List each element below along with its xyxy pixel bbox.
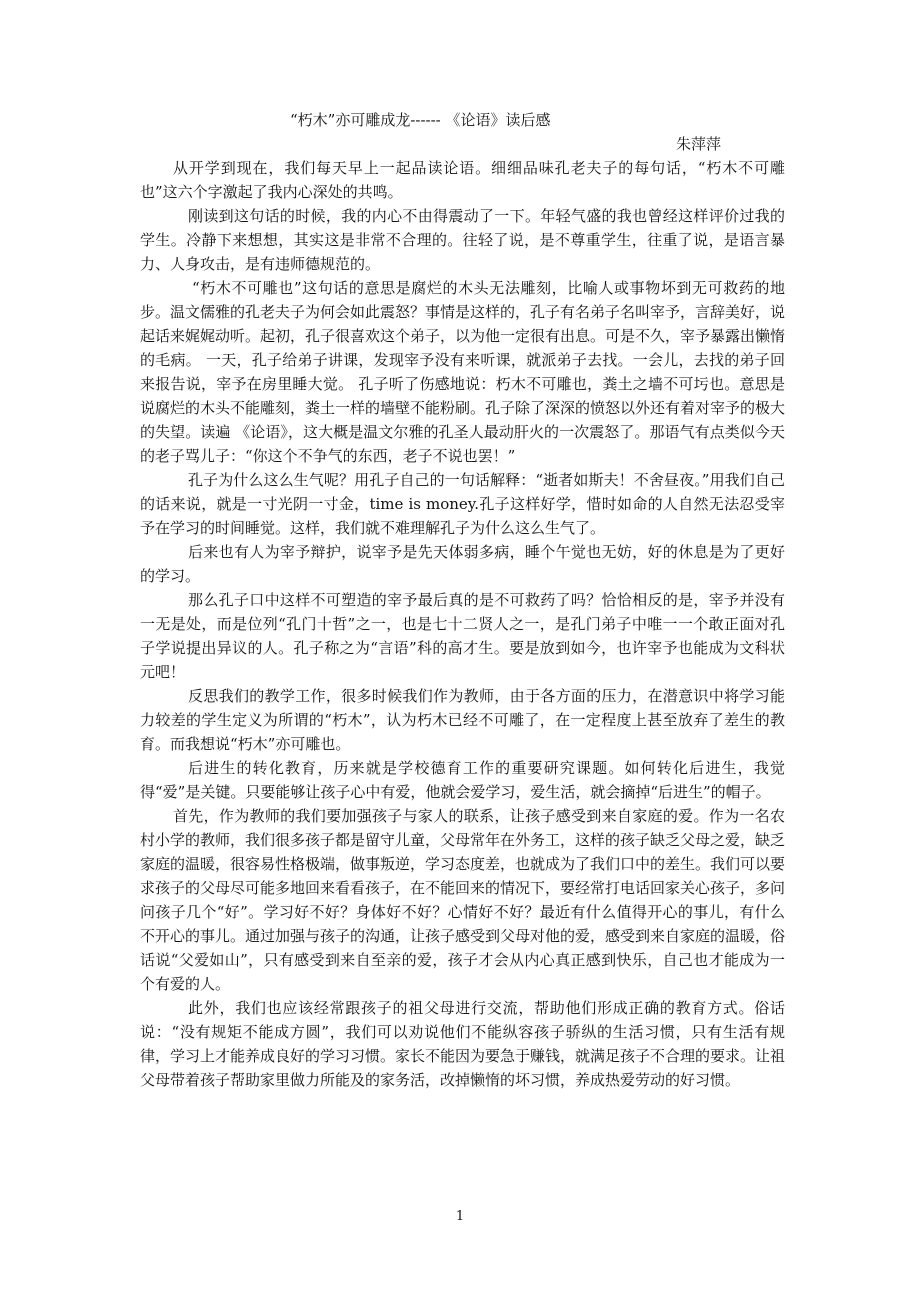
paragraph-3: “朽木不可雕也”这句话的意思是腐烂的木头无法雕刻，比喻人或事物坏到无可救药的地步。温文儒雅的孔老夫子为何会如此震怒？事情是这样的，孔子有名弟子名叫宰予，言辞美好，说起话来娓娓动听。起初，孔子很喜欢这个弟子，以为他一定很有出息。可是不久，宰予暴露出懒惰的毛病。 一天，孔子给弟子讲课，发现宰予没有来听课，就派弟子去找。一会儿，去找的弟子回来报告说，宰予在房里睡大觉。 孔子听了伤感地说：朽木不可雕也，粪土之墙不可圬也。意思是说腐烂的木头不能雕刻，粪土一样的墙壁不能粉刷。孔子除了深深的愤怒以外还有着对宰予的极大的失望。读遍 《论语》，这大概是温文尔雅的孔圣人最动肝火的一次震怒了。那语气有点类似今天的老子骂儿子：“你这个不争气的东西，老子不说也罢！” <box>140 279 786 465</box>
paragraph-1: 从开学到现在，我们每天早上一起品读论语。细细品味孔老夫子的每句话，“朽木不可雕也”这六个字激起了我内心深处的共鸣。 <box>140 159 785 201</box>
document-title: “朽木”亦可雕成龙------ 《论语》读后感 <box>290 111 551 129</box>
paragraph-10: 此外，我们也应该经常跟孩子的祖父母进行交流，帮助他们形成正确的教育方式。俗话说：“没有规矩不能成方圆”，我们可以劝说他们不能纵容孩子骄纵的生活习惯，只有生活有规律，学习上才能养成良好的学习习惯。家长不能因为要急于赚钱，就满足孩子不合理的要求。让祖父母带着孩子帮助家里做力所能及的家务活，改掉懒惰的坏习惯，养成热爱劳动的好习惯。 <box>140 999 786 1089</box>
paragraph-5: 后来也有人为宰予辩护，说宰予是先天体弱多病，睡个午觉也无妨，好的休息是为了更好的学习。 <box>140 543 785 585</box>
paragraph-4: 孔子为什么这么生气呢？用孔子自己的一句话解释：“逝者如斯夫！不舍昼夜。”用我们自己的话来说，就是一寸光阴一寸金，time is money.孔子这样好学，惜时如命的人自然无法忍受宰予在学习的时间睡觉。这样，我们就不难理解孔子为什么这么生气了。 <box>140 471 785 537</box>
paragraph-8: 后进生的转化教育，历来就是学校德育工作的重要研究课题。如何转化后进生，我觉得“爱”是关键。只要能够让孩子心中有爱，他就会爱学习，爱生活，就会摘掉“后进生”的帽子。 <box>140 759 785 801</box>
paragraph-6: 那么孔子口中这样不可塑造的宰予最后真的是不可救药了吗？恰恰相反的是，宰予并没有一无是处，而是位列“孔门十哲”之一，也是七十二贤人之一，是孔门弟子中唯一一个敢正面对孔子学说提出异议的人。孔子称之为“言语”科的高才生。要是放到如今，也许宰予也能成为文科状元吧！ <box>140 591 785 681</box>
document-page <box>140 108 785 1092</box>
paragraph-7: 反思我们的教学工作，很多时候我们作为教师，由于各方面的压力，在潜意识中将学习能力较差的学生定义为所谓的“朽木”，认为朽木已经不可雕了，在一定程度上甚至放弃了差生的教育。而我想说“朽木”亦可雕也。 <box>140 687 785 753</box>
page-number: 1 <box>455 1209 465 1224</box>
paragraph-9: 首先，作为教师的我们要加强孩子与家人的联系，让孩子感受到来自家庭的爱。作为一名农村小学的教师，我们很多孩子都是留守儿童，父母常年在外务工，这样的孩子缺乏父母之爱，缺乏家庭的温暖，很容易性格极端，做事叛逆，学习态度差，也就成为了我们口中的差生。我们可以要求孩子的父母尽可能多地回来看看孩子，在不能回来的情况下，要经常打电话回家关心孩子，多问问孩子几个“好”。学习好不好？身体好不好？心情好不好？最近有什么值得开心的事儿，有什么不开心的事儿。通过加强与孩子的沟通，让孩子感受到父母对他的爱，感受到来自家庭的温暖，俗话说“父爱如山”，只有感受到来自至亲的爱，孩子才会从内心真正感到快乐，自己也才能成为一个有爱的人。 <box>140 807 786 993</box>
paragraph-2: 刚读到这句话的时候，我的内心不由得震动了一下。年轻气盛的我也曾经这样评价过我的学生。冷静下来想想，其实这是非常不合理的。往轻了说，是不尊重学生，往重了说，是语言暴力、人身攻击，是有违师德规范的。 <box>140 207 785 273</box>
author-name: 朱萍萍 <box>675 135 721 153</box>
